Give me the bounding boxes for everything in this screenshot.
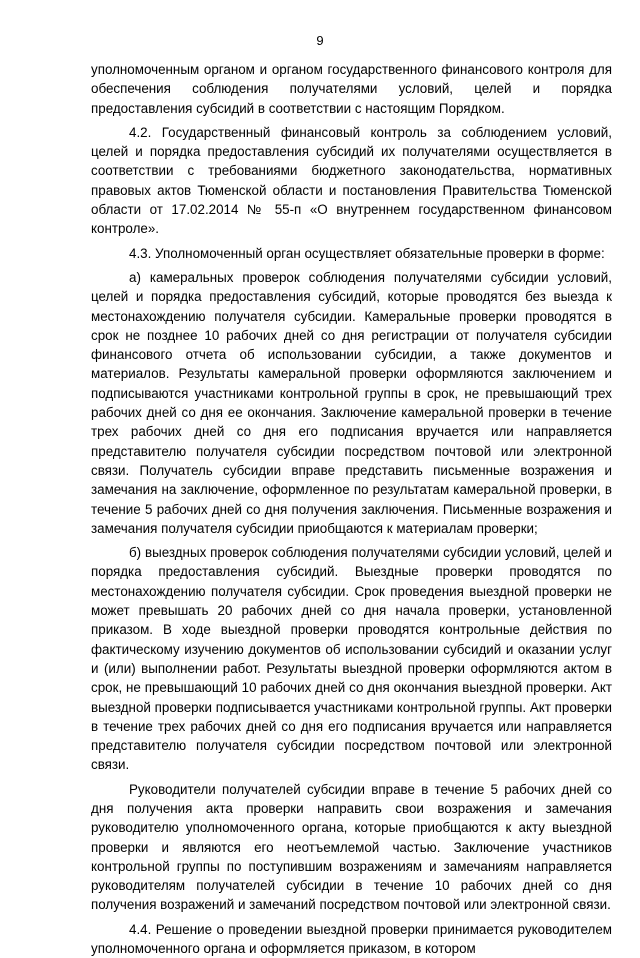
paragraph-4-3-a: а) камеральных проверок соблюдения получателями субсидии условий, целей и порядка предоставления субсидий, которые проводятся без выезда к местонахождению получателя субсидии. Камеральные проверки проводятся в срок не позднее 10 рабочих дней со дня регистрации от получателя субсидии финансового отчета об использовании субсидии, а также документов и материалов. Результаты камеральной проверки оформляются заключением и подписываются участниками контрольной группы в срок, не превышающий трех рабочих дней со дня ее окончания. Заключение камеральной проверки в течение трех рабочих дней со дня его подписания вручается или направляется представителю получателя субсидии посредством почтовой или электронной связи. Получатель субсидии вправе представить письменные возражения и замечания на заключение, оформленное по результатам камеральной проверки, в течение 5 рабочих дней со дня получения заключения. Письменные возражения и замечания получателя субсидии приобщаются к материалам проверки; xyxy=(91,269,612,536)
paragraph-4-4: 4.4. Решение о проведении выездной проверки принимается руководителем уполномоченного органа и оформляется приказом, в котором xyxy=(91,921,612,957)
paragraph-objections: Руководители получателей субсидии вправе в течение 5 рабочих дней со дня получения акта проверки направить свои возражения и замечания руководителю уполномоченного органа, которые приобщаются к акту выездной проверки и являются его неотъемлемой частью. Заключение участников контрольной группы по поступившим возражениям и замечаниям направляется руководителям получателей субсидии в течение 10 рабочих дней со дня получения возражений и замечаний посредством почтовой или электронной связи. xyxy=(91,781,612,913)
page-number: 9 xyxy=(316,33,324,48)
paragraph-4-2: 4.2. Государственный финансовый контроль за соблюдением условий, целей и порядка предоставления субсидий их получателями осуществляется в соответствии с требованиями бюджетного законодательства, нормативных правовых актов Тюменской области и постановления Правительства Тюменской области от 17.02.2014 № 55-п «О внутреннем государственном финансовом контроле». xyxy=(91,124,612,237)
paragraph-4-3: 4.3. Уполномоченный орган осуществляет обязательные проверки в форме: xyxy=(129,245,605,261)
document-body xyxy=(91,60,612,958)
paragraph-4-3-b: б) выездных проверок соблюдения получателями субсидии условий, целей и порядка предоставления субсидий. Выездные проверки проводятся по местонахождению получателя субсидии. Срок проведения выездной проверки не может превышать 20 рабочих дней со дня начала проверки, установленной приказом. В ходе выездной проверки проводятся контрольные действия по фактическому изучению документов об использовании субсидий и оказании услуг и (или) выполнении работ. Результаты выездной проверки оформляются актом в срок, не превышающий 10 рабочих дней со дня окончания выездной проверки. Акт выездной проверки подписывается участниками контрольной группы. Акт проверки в течение трех рабочих дней со дня его подписания вручается или направляется представителю получателя субсидии посредством почтовой или электронной связи. xyxy=(91,545,612,773)
paragraph-continuation: уполномоченным органом и органом государственного финансового контроля для обеспечения соблюдения получателями условий, целей и порядка предоставления субсидий в соответствии с настоящим Порядком. xyxy=(91,62,612,116)
